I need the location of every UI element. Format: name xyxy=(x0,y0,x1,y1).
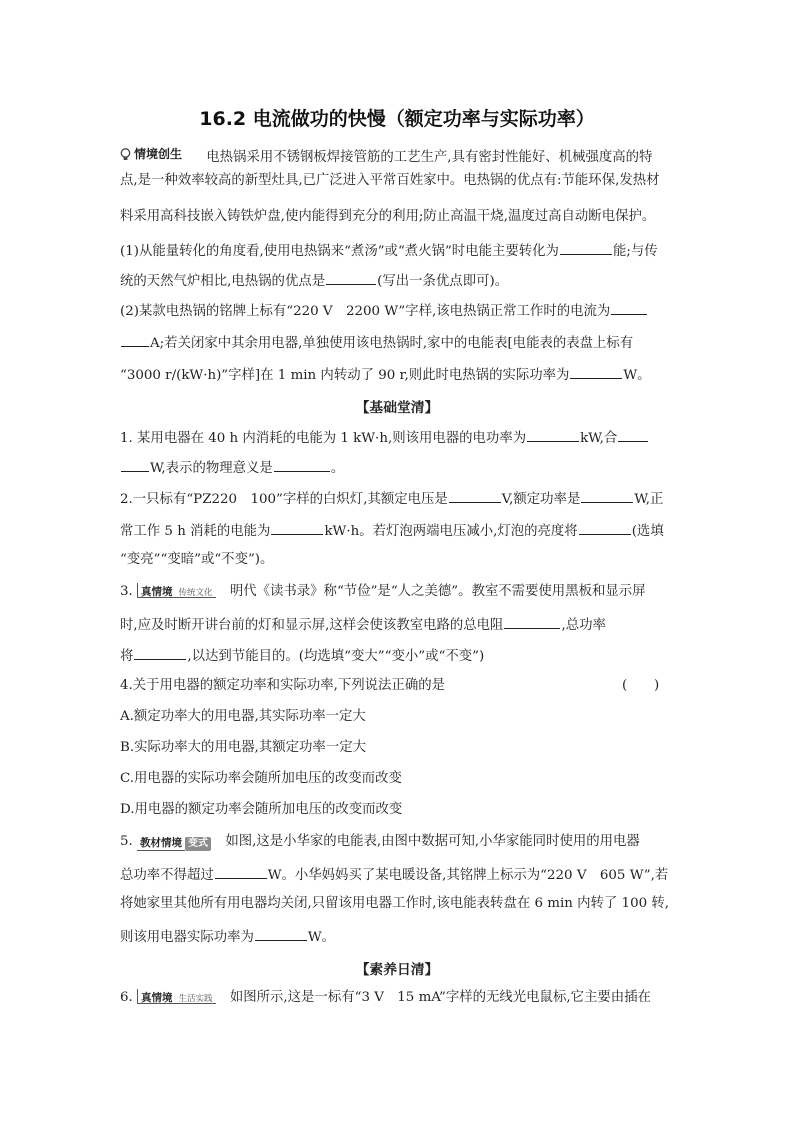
q3-number: 3. xyxy=(120,584,133,599)
q3-line-1 xyxy=(120,583,646,601)
answer-blank[interactable] xyxy=(527,427,579,442)
section-heading-basic: 【基础堂清】 xyxy=(355,400,439,416)
intro-q1-text: 统的天然气炉相比,电热锅的优点是 xyxy=(120,274,326,289)
q3-text: 时,应及时断开讲台前的灯和显示屏,这样会使该教室电路的总电阻 xyxy=(120,618,504,633)
intro-text: 电热锅采用不锈钢板焊接管筋的工艺生产,具有密封性能好、机械强度高的特 xyxy=(206,149,653,165)
q6-tag-sub: 生活实践 xyxy=(178,994,213,1004)
q3-text: 将 xyxy=(120,649,134,664)
q1-text: 1. 某用电器在 40 h 内消耗的电能为 1 kW·h,则该用电器的电功率为 xyxy=(120,431,527,446)
q1-line-1 xyxy=(120,427,649,448)
q2-text: W,正 xyxy=(634,492,664,507)
q6-tag xyxy=(137,989,216,1004)
answer-blank[interactable] xyxy=(560,240,612,255)
answer-blank[interactable] xyxy=(121,332,149,347)
answer-blank[interactable] xyxy=(274,457,330,472)
intro-q1-text: (1)从能量转化的角度看,使用电热锅来“煮汤”或“煮火锅”时电能主要转化为 xyxy=(120,244,559,259)
answer-blank[interactable] xyxy=(611,300,647,315)
q5-text: W。 xyxy=(307,930,336,945)
q4-option-a: A.额定功率大的用电器,其实际功率一定大 xyxy=(120,709,366,724)
q4-option-c: C.用电器的实际功率会随所加电压的改变而改变 xyxy=(120,771,402,786)
q5-line-3: 将她家里其他所有用电器均关闭,只留该用电器工作时,该电能表转盘在 6 min 内转了 100 转, xyxy=(120,896,670,911)
answer-blank[interactable] xyxy=(581,488,633,503)
q3-line-2 xyxy=(120,614,606,635)
q3-line-3 xyxy=(120,645,484,666)
q5-text: W。小华妈妈买了某电暖设备,其铭牌上标示为“220 V 605 W”,若 xyxy=(267,868,669,883)
q4-stem: 4.关于用电器的额定功率和实际功率,下列说法正确的是 xyxy=(120,678,446,693)
q5-tag-badge: 变式 xyxy=(185,837,211,851)
answer-blank[interactable] xyxy=(326,270,376,285)
intro-line-1 xyxy=(120,145,652,167)
section-heading-literacy: 【素养日清】 xyxy=(355,962,439,978)
q2-text: V,额定功率是 xyxy=(501,492,581,507)
page-title: 16.2 电流做功的快慢（额定功率与实际功率） xyxy=(199,108,595,130)
answer-blank[interactable] xyxy=(215,864,267,879)
q5-line-2 xyxy=(120,864,668,885)
intro-q1-line-2 xyxy=(120,270,508,291)
answer-blank[interactable] xyxy=(134,645,186,660)
q3-text: 明代《读书录》称“节俭”是“人之美德”。教室不需要使用黑板和显示屏 xyxy=(229,584,646,599)
q4-option-b: B.实际功率大的用电器,其额定功率一定大 xyxy=(120,740,366,755)
answer-blank[interactable] xyxy=(504,614,560,629)
intro-q2-text: (2)某款电热锅的铭牌上标有“220 V 2200 W”字样,该电热锅正常工作时的电流为 xyxy=(120,304,611,319)
intro-tag xyxy=(120,145,182,163)
intro-q1-text: 能;与传 xyxy=(612,244,658,259)
q1-text: W,表示的物理意义是 xyxy=(150,461,273,476)
q3-text: ,以达到节能目的。(均选填“变大”“变小”或“不变”) xyxy=(187,649,485,664)
answer-blank[interactable] xyxy=(271,520,323,535)
intro-q2-line-2 xyxy=(120,332,633,353)
q1-line-2 xyxy=(120,457,344,478)
q3-tag-sub: 传统文化 xyxy=(178,588,213,598)
q2-text: 常工作 5 h 消耗的电能为 xyxy=(120,524,271,539)
q5-number: 5. xyxy=(120,834,133,849)
q6-text: 如图所示,这是一标有“3 V 15 mA”字样的无线光电鼠标,它主要由插在 xyxy=(229,990,651,1005)
q6-tag-main: 真情境 xyxy=(141,992,173,1004)
answer-blank[interactable] xyxy=(255,926,307,941)
answer-blank[interactable] xyxy=(579,520,631,535)
intro-q2-line-1 xyxy=(120,300,648,321)
q5-text: 总功率不得超过 xyxy=(120,868,214,883)
q2-text: kW·h。若灯泡两端电压减小,灯泡的亮度将 xyxy=(324,524,578,539)
intro-q1-line-1 xyxy=(120,240,658,261)
answer-blank[interactable] xyxy=(618,427,648,442)
q4-answer-paren[interactable]: ( ) xyxy=(622,678,660,693)
q5-tag xyxy=(137,834,211,848)
q1-text: 。 xyxy=(330,461,345,476)
q5-line-1 xyxy=(120,833,640,851)
q2-line-1 xyxy=(120,488,663,509)
intro-q1-text: (写出一条优点即可)。 xyxy=(377,274,509,289)
answer-blank[interactable] xyxy=(449,488,501,503)
q2-text: (选填 xyxy=(631,524,664,539)
lightbulb-icon xyxy=(120,148,131,161)
intro-q2-line-3 xyxy=(120,364,651,385)
intro-q2-text: “3000 r/(kW·h)”字样]在 1 min 内转动了 90 r,则此时电热锅的实际功率为 xyxy=(120,368,570,383)
q3-text: ,总功率 xyxy=(561,618,606,633)
intro-q2-text: W。 xyxy=(623,368,651,383)
q6-line-1 xyxy=(120,989,651,1007)
intro-line-2: 点,是一种效率较高的新型灶具,已广泛进入平常百姓家中。电热锅的优点有:节能环保,发热材 xyxy=(120,173,660,188)
answer-blank[interactable] xyxy=(121,457,149,472)
answer-blank[interactable] xyxy=(570,364,622,379)
q5-line-4 xyxy=(120,926,335,947)
intro-q2-text: A;若关闭家中其余用电器,单独使用该电热锅时,家中的电能表[电能表的表盘上标有 xyxy=(150,336,634,351)
q3-tag-main: 真情境 xyxy=(141,586,173,598)
intro-tag-label: 情境创生 xyxy=(134,147,183,161)
q6-number: 6. xyxy=(120,990,133,1005)
q5-tag-main: 教材情境 xyxy=(137,836,185,851)
q5-text: 如图,这是小华家的电能表,由图中数据可知,小华家能同时使用的用电器 xyxy=(225,834,640,849)
q5-text: 则该用电器实际功率为 xyxy=(120,930,254,945)
q2-line-3: “变亮”“变暗”或“不变”)。 xyxy=(120,552,274,567)
q2-line-2 xyxy=(120,520,664,541)
q2-text: 2.一只标有“PZ220 100”字样的白炽灯,其额定电压是 xyxy=(120,492,448,507)
q3-tag xyxy=(137,583,216,598)
q1-text: kW,合 xyxy=(580,431,618,446)
intro-line-3: 料采用高科技嵌入铸铁炉盘,使内能得到充分的利用;防止高温干烧,温度过高自动断电保护。 xyxy=(120,209,656,224)
q4-option-d: D.用电器的额定功率会随所加电压的改变而改变 xyxy=(120,802,403,817)
